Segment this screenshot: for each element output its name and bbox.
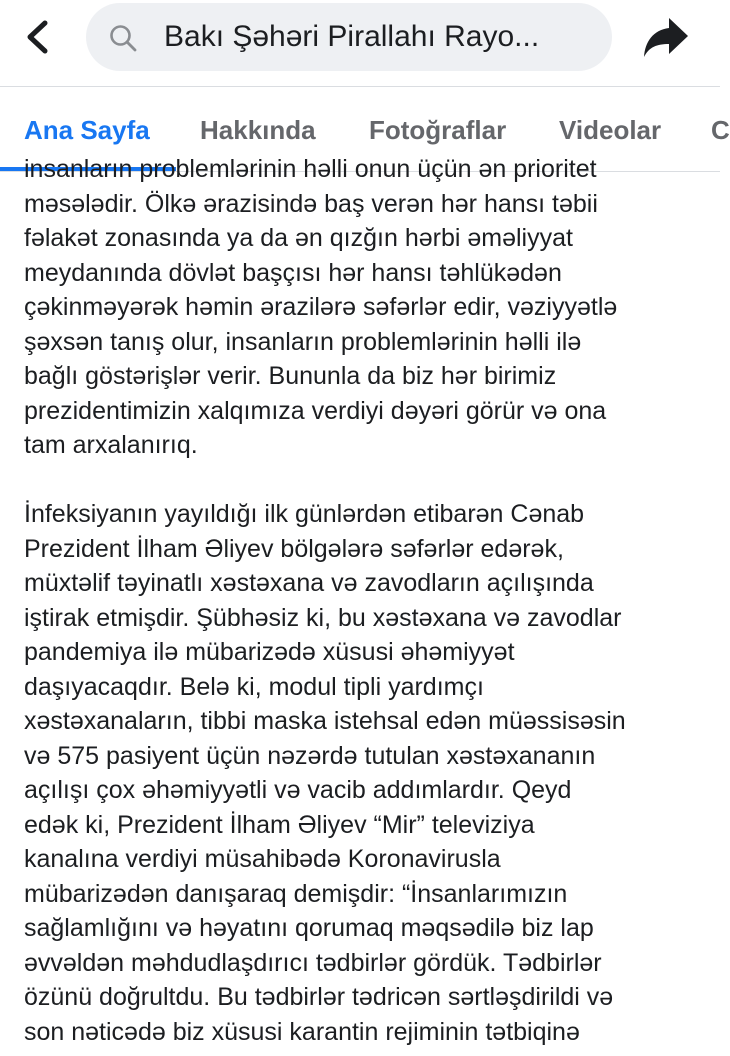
tab-fotograflar[interactable]: Fotoğraflar bbox=[369, 115, 507, 145]
top-bar bbox=[0, 0, 720, 86]
share-button[interactable] bbox=[640, 12, 692, 64]
tab-hakkinda[interactable]: Hakkında bbox=[200, 115, 316, 145]
post-text bbox=[24, 152, 714, 1049]
search-query-text: Bakı Şəhəri Pirallahı Rayo... bbox=[164, 20, 540, 53]
search-icon bbox=[108, 23, 138, 53]
tab-ana-sayfa[interactable]: Ana Sayfa bbox=[24, 115, 150, 145]
post-paragraph: İnfeksiyanın yayıldığı ilk günlərdən etibarən Cənab Prezident İlham Əliyev bölgələrə səfərlər edərək, müxtəlif təyinatlı xəstəxana və zavodların açılışında iştirak etmişdir. Şübhəsiz ki, bu xəstəxana və zavodlar pandemiya ilə mübarizədə xüsusi əhəmiyyət daşıyacaqdır. Belə ki, modul tipli yardımçı xəstəxanaların, tibbi maska istehsal edən müəssisəsin və 575 pasiyent üçün nəzərdə tutulan xəstəxananın açılışı çox əhəmiyyətli və vacib addımlardır. Qeyd edək ki, Prezident İlham Əliyev “Mir” televiziya kanalına verdiyi müsahibədə Koronavirusla mübarizədən danışaraq demişdir: “İnsanlarımızın sağlamlığını və həyatını qorumaq məqsədilə biz lap əvvəldən məhdudlaşdırıcı tədbirlər gördük. Tədbirlər özünü doğrultdu. Bu tədbirlər tədricən sərtləşdirildi və son nəticədə biz xüsusi karantin rejiminin tətbiqinə bbox=[24, 500, 626, 1046]
post-paragraph: insanların problemlərinin həlli onun üçün ən prioritet məsələdir. Ölkə ərazisində baş verən hər hansı təbii fəlakət zonasında ya da ən qızğın hərbi əməliyyat meydanında dövlət başçısı hər hansı təhlükədən çəkinməyərək həmin ərazilərə səfərlər edir, vəziyyətlə şəxsən tanış olur, insanların problemlərinin həlli ilə bağlı göstərişlər verir. Bununla da biz hər birimiz prezidentimizin xalqımıza verdiyi dəyəri görür və ona tam arxalanırıq. bbox=[24, 155, 618, 459]
back-button[interactable] bbox=[14, 14, 60, 60]
tab-more-cutoff[interactable]: C bbox=[711, 115, 730, 145]
post-content[interactable] bbox=[0, 155, 720, 1056]
search-field[interactable] bbox=[86, 3, 612, 71]
share-arrow-icon bbox=[642, 16, 690, 60]
tab-videolar[interactable]: Videolar bbox=[559, 115, 662, 145]
chevron-left-icon bbox=[23, 19, 51, 55]
